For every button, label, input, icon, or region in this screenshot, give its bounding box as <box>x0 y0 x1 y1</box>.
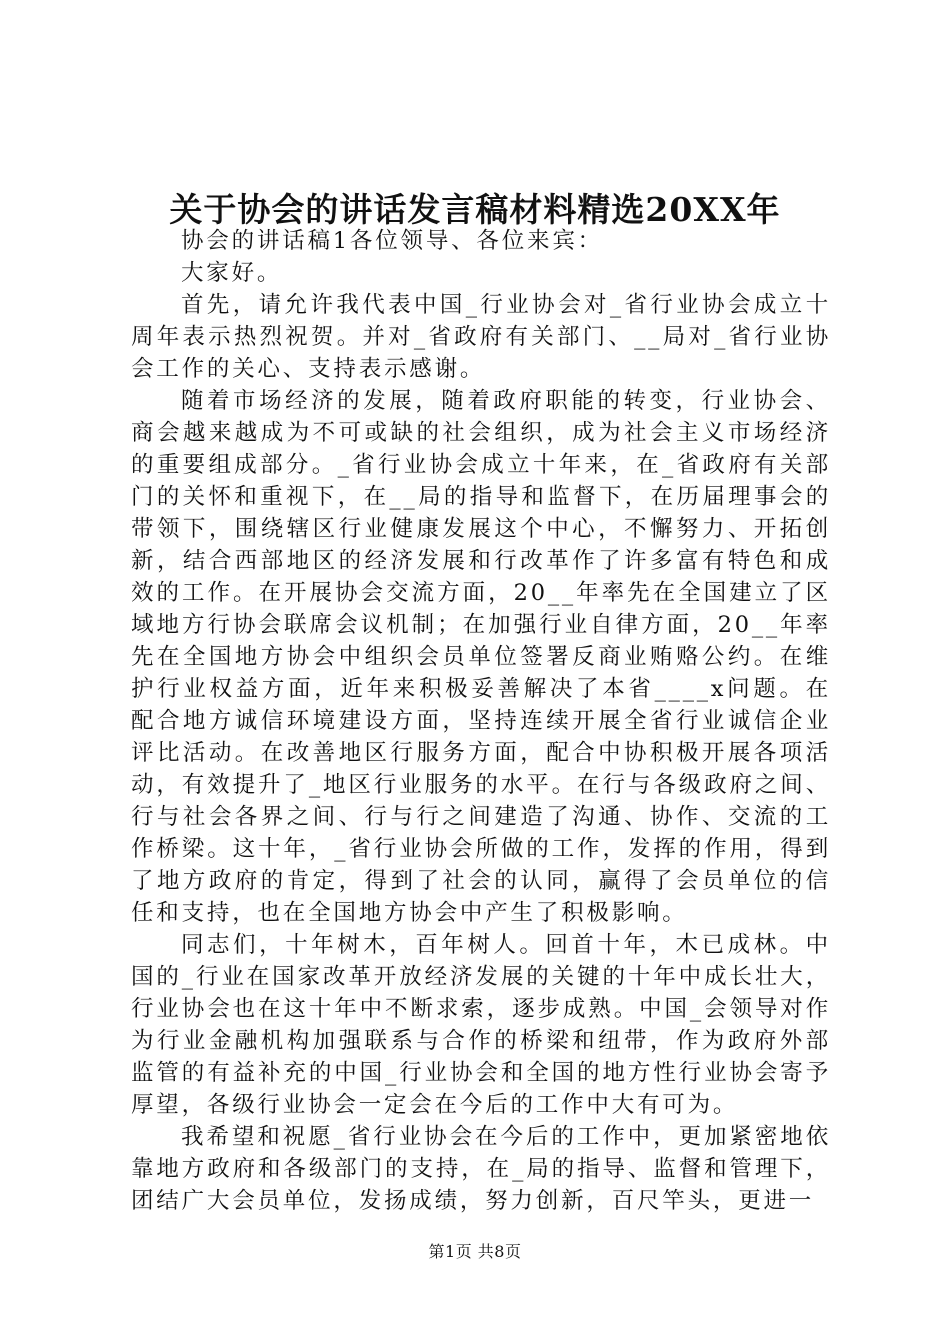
document-title: 关于协会的讲话发言稿材料精选20XX年 <box>169 190 781 229</box>
paragraph-comrades: 同志们，十年树木，百年树人。回首十年，木已成林。中国的_行业在国家改革开放经济发展的关键的十年中成长壮大，行业协会也在这十年中不断求索，逐步成熟。中国_会领导对作为行业金融机构加强联系与合作的桥梁和纽带，作为政府外部监管的有益补充的中国_行业协会和全国的地方性行业协会寄予厚望，各级行业协会一定会在今后的工作中大有可为。 <box>131 932 831 1118</box>
paragraph-congratulations: 首先，请允许我代表中国_行业协会对_省行业协会成立十周年表示热烈祝贺。并对_省政府有关部门、__局对_省行业协会工作的关心、支持表示感谢。 <box>131 292 831 382</box>
document-body <box>131 225 831 1217</box>
paragraph-greeting: 协会的讲话稿1各位领导、各位来宾： <box>181 228 603 254</box>
paragraph-achievements: 随着市场经济的发展，随着政府职能的转变，行业协会、商会越来越成为不可或缺的社会组织，成为社会主义市场经济的重要组成部分。_省行业协会成立十年来，在_省政府有关部门的关怀和重视下，在__局的指导和监督下，在历届理事会的带领下，围绕辖区行业健康发展这个中心，不懈努力、开拓创新，结合西部地区的经济发展和行改革作了许多富有特色和成效的工作。在开展协会交流方面，20__年率先在全国建立了区域地方行协会联席会议机制；在加强行业自律方面，20__年率先在全国地方协会中组织会员单位签署反商业贿赂公约。在维护行业权益方面，近年来积极妥善解决了本省____x问题。在配合地方诚信环境建设方面，坚持连续开展全省行业诚信企业评比活动。在改善地区行服务方面，配合中协积极开展各项活动，有效提升了_地区行业服务的水平。在行与各级政府之间、行与社会各界之间、行与行之间建造了沟通、协作、交流的工作桥梁。这十年，_省行业协会所做的工作，发挥的作用，得到了地方政府的肯定，得到了社会的认同，赢得了会员单位的信任和支持，也在全国地方协会中产生了积极影响。 <box>131 388 831 926</box>
paragraph-hello: 大家好。 <box>181 260 283 286</box>
page-number-footer: 第1页 共8页 <box>428 1242 522 1261</box>
paragraph-wishes: 我希望和祝愿_省行业协会在今后的工作中，更加紧密地依靠地方政府和各级部门的支持，在_局的指导、监督和管理下，团结广大会员单位，发扬成绩，努力创新，百尺竿头，更进一 <box>131 1124 831 1214</box>
